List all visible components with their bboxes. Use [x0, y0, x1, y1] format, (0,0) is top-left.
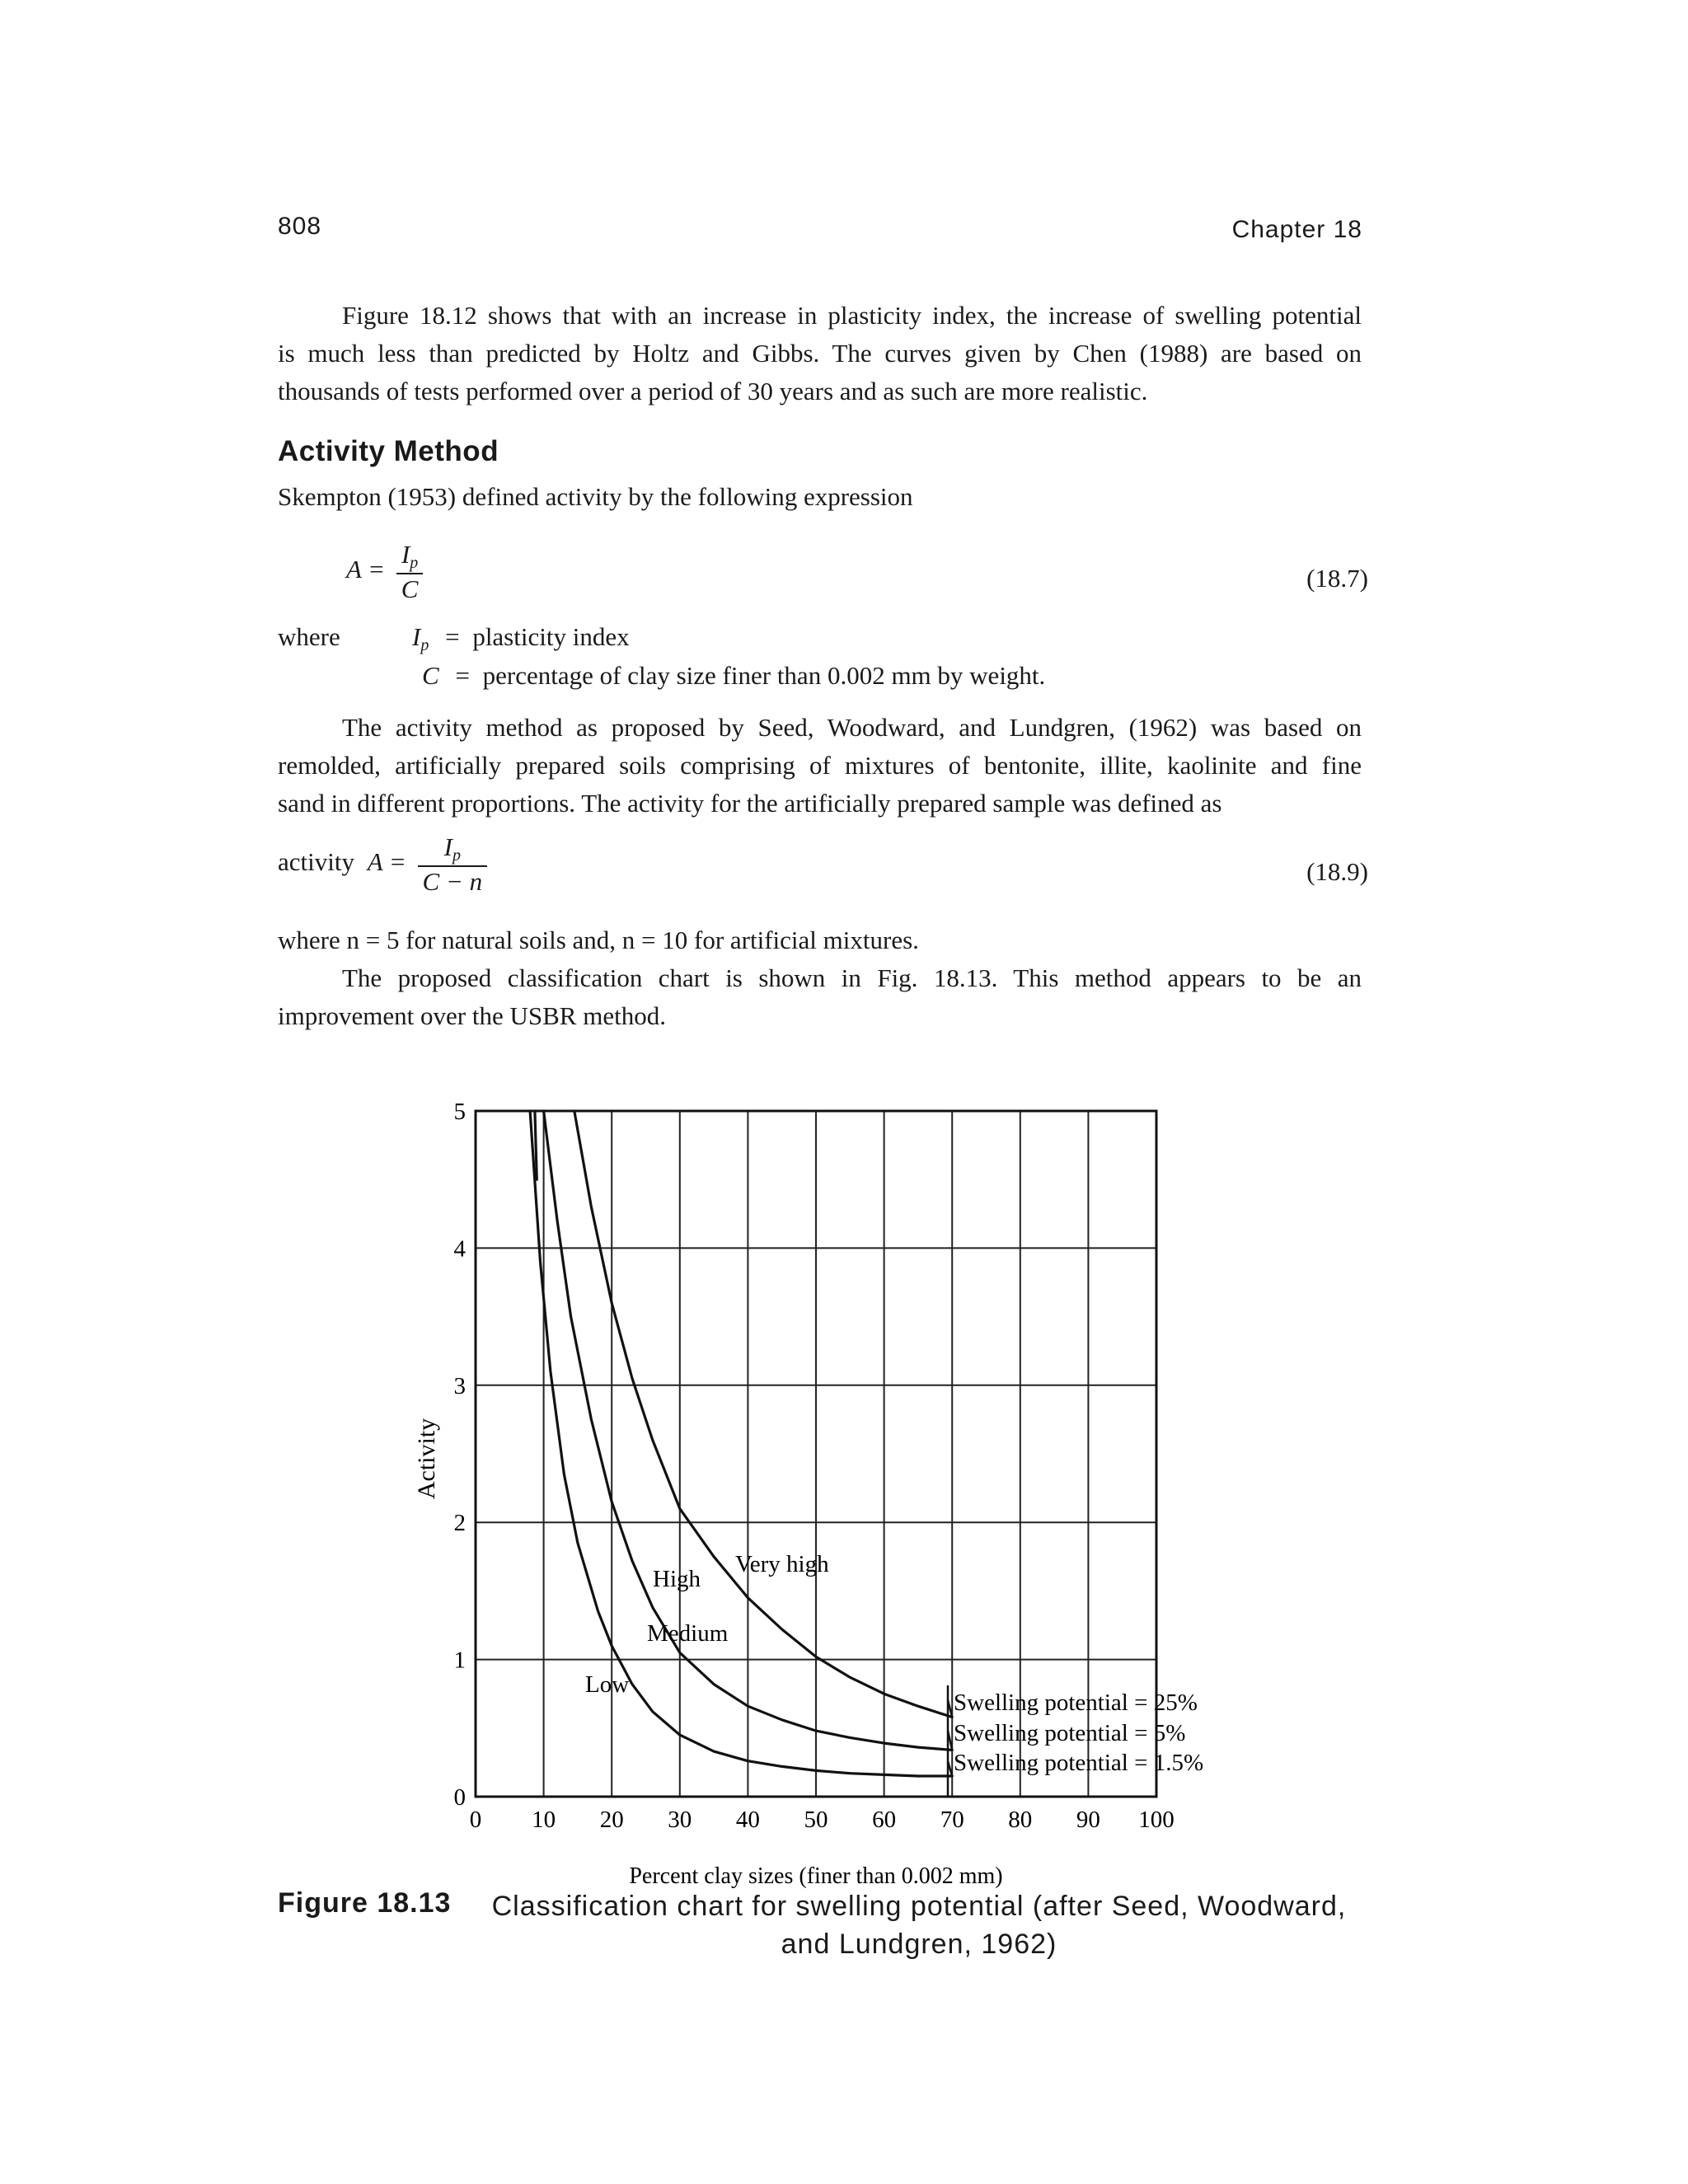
y-tick-label-1: 1: [453, 1647, 466, 1674]
eq1-denominator: C: [396, 573, 424, 604]
intro-line-2: is much less than predicted by Holtz and Gibbs. The curves given by Chen (1988) are based on: [278, 339, 1362, 368]
eq1-numerator: $I_p$: [401, 540, 419, 572]
figure-caption-label: Figure 18.13: [278, 1887, 452, 1919]
eq2-denominator: C − n: [418, 865, 488, 897]
y-tick-label-3: 3: [453, 1372, 466, 1399]
y-tick-label-4: 4: [453, 1235, 466, 1263]
eq2-number: (18.9): [1306, 857, 1368, 886]
chart-ylabel: Activity: [413, 1418, 440, 1500]
region-label-medium: Medium: [647, 1620, 729, 1647]
legend-label-1-5: Swelling potential = 1.5%: [954, 1750, 1204, 1776]
x-tick-label-60: 60: [872, 1807, 897, 1833]
where-label: where: [278, 622, 340, 651]
region-label-low: Low: [585, 1671, 630, 1698]
x-tick-label-70: 70: [940, 1807, 964, 1833]
chapter-header: Chapter 18: [1231, 216, 1362, 243]
chart-xlabel: Percent clay sizes (finer than 0.002 mm): [629, 1863, 1003, 1889]
activity-line-3: sand in different proportions. The activity for the artificially prepared sample was defined as: [278, 789, 1222, 818]
activity-line-1: The activity method as proposed by Seed, Woodward, and Lundgren, (1962) was based on: [342, 713, 1362, 742]
x-tick-label-30: 30: [668, 1807, 692, 1833]
intro-line-1: Figure 18.12 shows that with an increase in plasticity index, the increase of swelling potential: [342, 301, 1362, 330]
x-tick-label-0: 0: [469, 1807, 482, 1833]
where-n-line: where n = 5 for natural soils and, n = 10 for artificial mixtures.: [278, 926, 919, 954]
legend-label-25: Swelling potential = 25%: [954, 1690, 1198, 1716]
x-tick-label-20: 20: [599, 1807, 624, 1833]
x-tick-label-10: 10: [532, 1807, 556, 1833]
where-row-1: $I_p$ = plasticity index: [412, 622, 630, 654]
page-number: 808: [278, 213, 322, 240]
eq1-lhs: A =: [346, 555, 386, 584]
x-tick-label-40: 40: [735, 1807, 760, 1833]
legend-label-5: Swelling potential = 5%: [954, 1720, 1186, 1746]
skempton-line: Skempton (1953) defined activity by the following expression: [278, 482, 913, 511]
x-tick-label-80: 80: [1008, 1807, 1033, 1833]
proposed-line-2: improvement over the USBR method.: [278, 1001, 666, 1030]
section-heading: Activity Method: [278, 435, 499, 467]
eq2-lhs: A =: [367, 847, 406, 877]
y-tick-label-0: 0: [453, 1784, 466, 1811]
region-label-very-high: Very high: [735, 1551, 829, 1577]
eq1-number: (18.7): [1306, 564, 1368, 593]
figure-caption-text: Classification chart for swelling potential (after Seed, Woodward, and Lundgren, 1962): [491, 1891, 1347, 1960]
intro-line-3: thousands of tests performed over a period of 30 years and as such are more realistic.: [278, 377, 1148, 405]
activity-line-2: remolded, artificially prepared soils comprising of mixtures of bentonite, illite, kaolinite and fine: [278, 751, 1362, 780]
y-tick-label-5: 5: [453, 1099, 466, 1125]
y-tick-label-2: 2: [453, 1510, 466, 1537]
eq2-numerator: $I_p$: [443, 832, 461, 865]
proposed-line-1: The proposed classification chart is shown in Fig. 18.13. This method appears to be an: [342, 963, 1362, 992]
region-label-high: High: [653, 1566, 701, 1592]
x-tick-label-100: 100: [1138, 1807, 1175, 1833]
x-tick-label-90: 90: [1076, 1807, 1100, 1833]
where-row-2: C = percentage of clay size finer than 0.002 mm by weight.: [422, 661, 1046, 690]
eq2-prefix: activity: [278, 847, 354, 877]
curve-series-0: [574, 1111, 952, 1718]
x-tick-label-50: 50: [804, 1807, 828, 1833]
